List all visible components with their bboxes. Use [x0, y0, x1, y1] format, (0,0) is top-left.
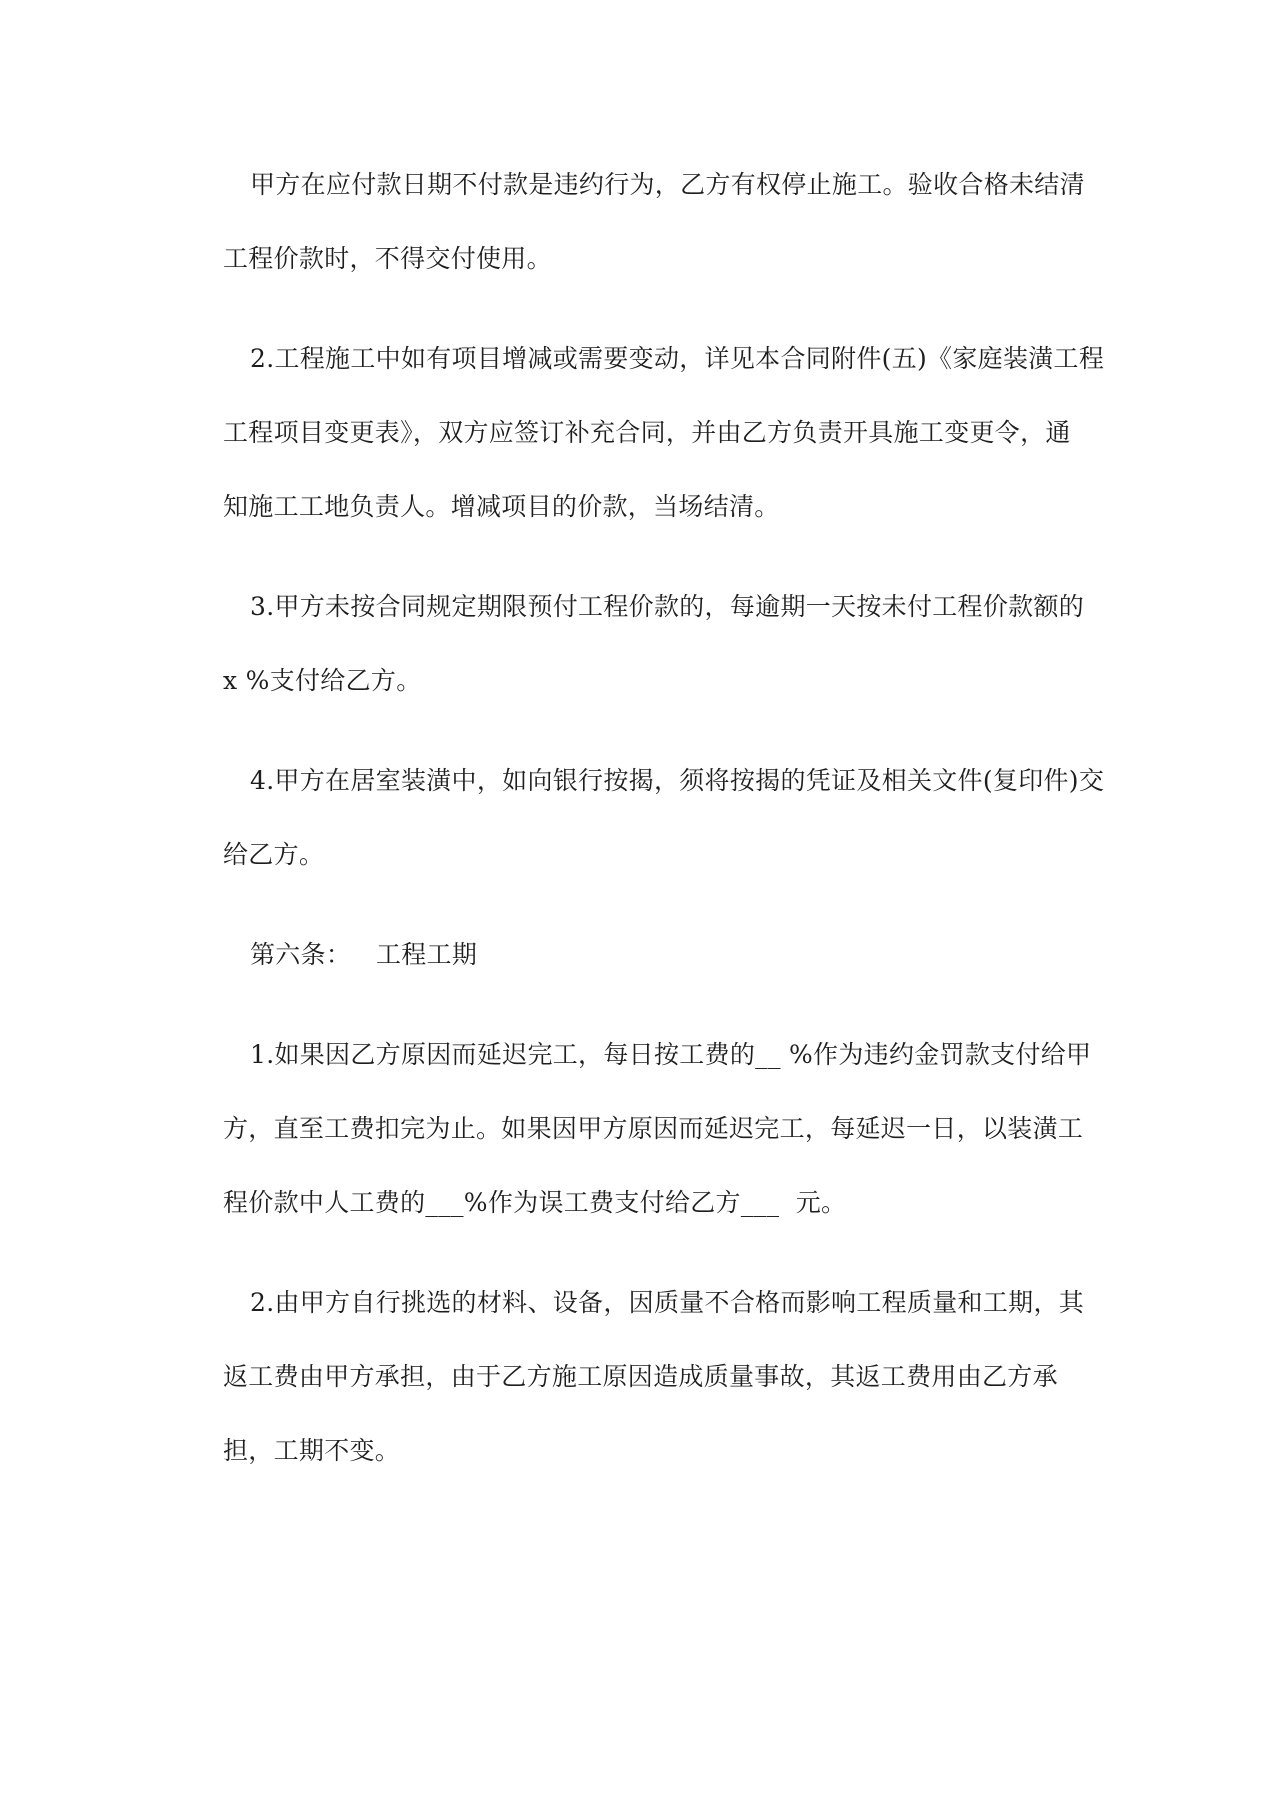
- paragraph-article-6-item-2: [196, 1266, 1096, 1488]
- text-line: 给乙方。: [223, 840, 325, 869]
- text-line: 知施工工地负责人。增减项目的价款，当场结清。: [223, 492, 780, 521]
- section-heading-article-6: [196, 918, 1096, 992]
- document-body: [196, 148, 1105, 1488]
- text-line: 担，工期不变。: [223, 1436, 401, 1465]
- paragraph-spacer: [196, 1240, 1096, 1266]
- text-line: 工程项目变更表》，双方应签订补充合同，并由乙方负责开具施工变更令，通: [223, 418, 1071, 447]
- text-line: 2.由甲方自行挑选的材料、设备，因质量不合格而影响工程质量和工期，其: [250, 1288, 1085, 1317]
- text-line: 返工费由甲方承担，由于乙方施工原因造成质量事故，其返工费用由乙方承: [223, 1362, 1058, 1391]
- paragraph-spacer: [196, 544, 1096, 570]
- text-line: x %支付给乙方。: [223, 666, 422, 695]
- text-line: 程价款中人工费的___%作为误工费支付给乙方___ 元。: [223, 1188, 847, 1217]
- paragraph-payment-default: [196, 148, 1096, 296]
- paragraph-spacer: [196, 296, 1096, 322]
- paragraph-spacer: [196, 718, 1096, 744]
- text-line: 4.甲方在居室装潢中，如向银行按揭，须将按揭的凭证及相关文件(复印件)交: [250, 766, 1105, 795]
- paragraph-item-4-mortgage: [196, 744, 1105, 892]
- paragraph-spacer: [196, 892, 1096, 918]
- heading-line: 第六条： 工程工期: [250, 940, 478, 969]
- text-line: 1.如果因乙方原因而延迟完工，每日按工费的__ %作为违约金罚款支付给甲: [250, 1040, 1092, 1069]
- paragraph-article-6-item-1: [196, 1018, 1096, 1240]
- paragraph-item-2-changes: [196, 322, 1105, 544]
- paragraph-item-3-late-payment: [196, 570, 1096, 718]
- text-line: 2.工程施工中如有项目增减或需要变动，详见本合同附件(五)《家庭装潢工程: [250, 344, 1105, 373]
- text-line: 方，直至工费扣完为止。如果因甲方原因而延迟完工，每延迟一日，以装潢工: [223, 1114, 1084, 1143]
- text-line: 工程价款时，不得交付使用。: [223, 244, 552, 273]
- text-line: 3.甲方未按合同规定期限预付工程价款的，每逾期一天按未付工程价款额的: [250, 592, 1085, 621]
- text-line: 甲方在应付款日期不付款是违约行为，乙方有权停止施工。验收合格未结清: [250, 170, 1085, 199]
- paragraph-spacer: [196, 992, 1096, 1018]
